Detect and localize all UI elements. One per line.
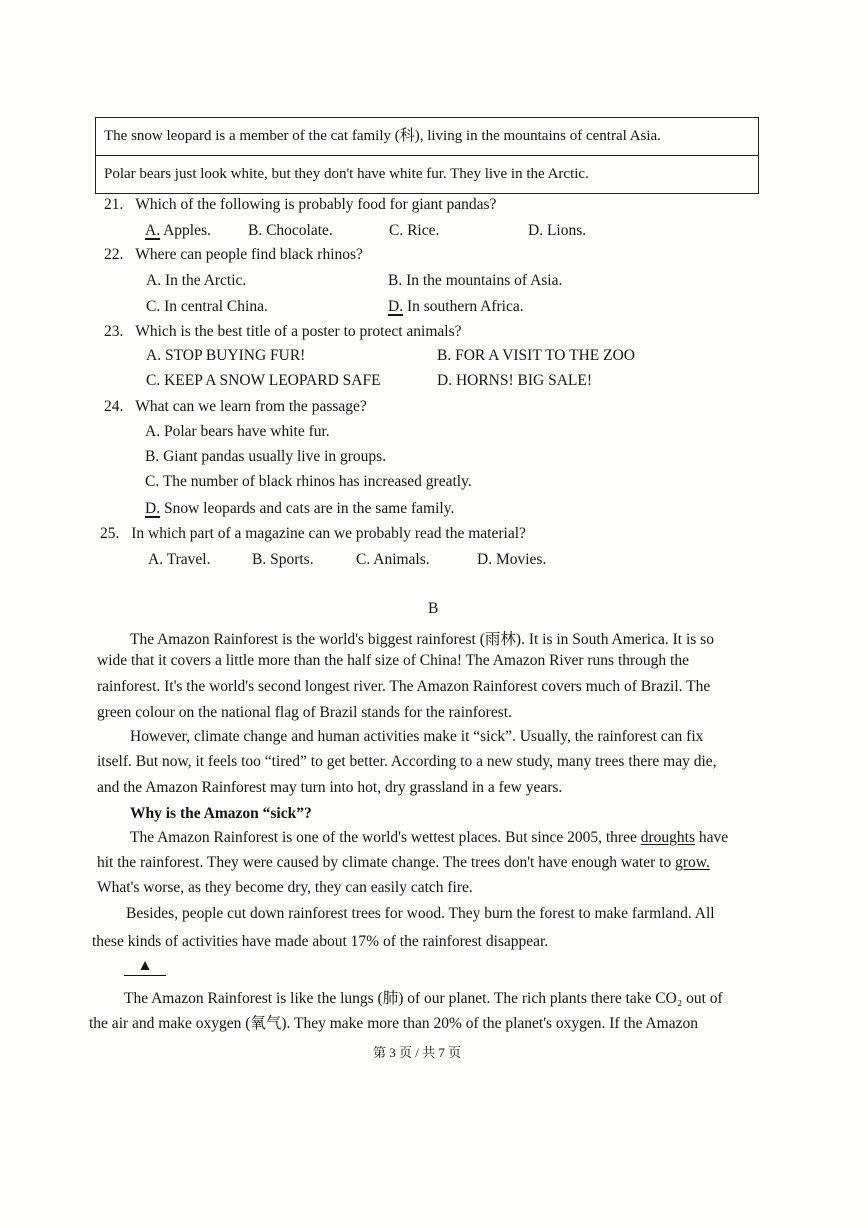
page-footer: 第 3 页 / 共 7 页: [373, 1045, 462, 1060]
option-text: Rice.: [407, 222, 440, 239]
option-text: Chocolate.: [266, 222, 333, 239]
option-text: The number of black rhinos has increased greatly.: [162, 473, 472, 490]
option-text: HORNS! BIG SALE!: [455, 372, 593, 389]
option-letter: D.: [528, 222, 544, 239]
option-letter: C.: [145, 473, 160, 490]
option-text: Snow leopards and cats are in the same family.: [163, 500, 455, 517]
option-letter: A.: [146, 347, 162, 364]
table-row: Polar bears just look white, but they don't have white fur. They live in the Arctic.: [96, 155, 758, 193]
table-row: The snow leopard is a member of the cat family (科), living in the mountains of central Asia.: [104, 128, 661, 144]
passage-line: and the Amazon Rainforest may turn into hot, dry grassland in a few years.: [97, 779, 563, 796]
section-label: B: [428, 600, 439, 617]
passage-text: The Amazon Rainforest is one of the world's wettest places. But since 2005,: [130, 829, 602, 846]
option-letter: A.: [148, 551, 164, 568]
passage-line: [130, 829, 728, 847]
question-number: 22.: [104, 246, 124, 263]
passage-line: [97, 854, 710, 872]
option: [356, 551, 430, 569]
option-letter: B.: [388, 272, 403, 289]
option: [248, 222, 333, 240]
subheading: Why is the Amazon “sick”?: [130, 805, 312, 822]
question-number: 21.: [104, 196, 124, 213]
option: [477, 551, 546, 569]
passage-line: these kinds of activities have made about 17% of the rainforest disappear.: [92, 933, 549, 950]
option-text: STOP BUYING FUR!: [164, 347, 306, 364]
question-text: Where can people find black rhinos?: [135, 246, 363, 263]
option-letter: D.: [437, 372, 453, 389]
option-letter: C.: [146, 298, 161, 315]
question-25: [100, 525, 526, 543]
option-letter: B.: [248, 222, 263, 239]
option: [146, 298, 268, 316]
option-text: Sports.: [270, 551, 314, 568]
question-text: What can we learn from the passage?: [135, 398, 367, 415]
option: [145, 448, 386, 466]
question-number: 25.: [100, 525, 120, 542]
option-text: Polar bears have white fur.: [163, 423, 330, 440]
passage-line: Besides, people cut down rainforest trees for wood. They burn the forest to make farmland. All: [126, 905, 715, 922]
passage-text: hit the rainforest. They were caused by climate change. The trees don't have enough water to: [97, 854, 672, 871]
underlined-word: droughts: [640, 829, 695, 846]
option-text: Apples.: [163, 222, 211, 239]
option: [145, 473, 472, 491]
passage-line: What's worse, as they become dry, they can easily catch fire.: [97, 879, 473, 896]
option-letter: C.: [356, 551, 371, 568]
option: [437, 372, 592, 390]
option-letter: C.: [389, 222, 404, 239]
question-text: In which part of a magazine can we probably read the material?: [131, 525, 526, 542]
option: [146, 272, 246, 290]
passage-line: green colour on the national flag of Brazil stands for the rainforest.: [97, 704, 512, 721]
option-text: Lions.: [546, 222, 587, 239]
passage-line: The Amazon Rainforest is like the lungs (肺) of our planet. The rich plants there take CO₂ out of: [124, 990, 723, 1007]
option: [252, 551, 314, 569]
passage-line: itself. But now, it feels too “tired” to get better. According to a new study, many trees there may die,: [97, 753, 717, 770]
option-letter: A.: [145, 423, 161, 440]
option-text: Movies.: [495, 551, 547, 568]
option-letter: D.: [477, 551, 493, 568]
option: [148, 551, 210, 569]
blank-heading-triangle: ▲: [124, 957, 166, 976]
question-24: [104, 398, 367, 416]
underlined-word: grow.: [675, 854, 710, 871]
option-letter: D.: [145, 500, 161, 517]
option-text: Giant pandas usually live in groups.: [163, 448, 387, 465]
option-text: FOR A VISIT TO THE ZOO: [455, 347, 635, 364]
passage-text: have: [698, 829, 729, 846]
option-text: In the mountains of Asia.: [406, 272, 563, 289]
question-number: 23.: [104, 323, 124, 340]
info-table: [95, 117, 759, 194]
passage-text: three: [605, 829, 637, 846]
question-21: [104, 196, 496, 214]
option-letter: B.: [145, 448, 160, 465]
passage-line: rainforest. It's the world's second longest river. The Amazon Rainforest covers much of Brazil. The: [97, 678, 711, 695]
option: [437, 347, 635, 365]
option: [389, 222, 439, 240]
option: [388, 298, 524, 316]
option-text: In central China.: [164, 298, 268, 315]
passage-line: The Amazon Rainforest is the world's biggest rainforest (雨林). It is in South America. It is so: [130, 631, 714, 648]
option: [528, 222, 586, 240]
question-number: 24.: [104, 398, 124, 415]
option: [146, 347, 305, 365]
question-22: [104, 246, 363, 264]
option-letter: A.: [145, 222, 161, 239]
option: [145, 222, 211, 240]
passage-line: However, climate change and human activities make it “sick”. Usually, the rainforest can fix: [130, 728, 704, 745]
option-letter: A.: [146, 272, 162, 289]
option-text: Animals.: [373, 551, 430, 568]
passage-line: wide that it covers a little more than the half size of China! The Amazon River runs through the: [97, 652, 689, 669]
question-text: Which of the following is probably food for giant pandas?: [135, 196, 497, 213]
option-text: In the Arctic.: [164, 272, 247, 289]
option-text: In southern Africa.: [406, 298, 524, 315]
question-23: [104, 323, 462, 341]
option-letter: B.: [252, 551, 267, 568]
option: [146, 372, 381, 390]
option-text: Travel.: [166, 551, 211, 568]
option-letter: D.: [388, 298, 404, 315]
passage-line: the air and make oxygen (氧气). They make more than 20% of the planet's oxygen. If the Amazon: [89, 1015, 698, 1032]
question-text: Which is the best title of a poster to protect animals?: [135, 323, 462, 340]
option: [145, 500, 454, 518]
option-text: KEEP A SNOW LEOPARD SAFE: [164, 372, 381, 389]
option: [145, 423, 330, 441]
option: [388, 272, 562, 290]
option-letter: B.: [437, 347, 452, 364]
option-letter: C.: [146, 372, 161, 389]
